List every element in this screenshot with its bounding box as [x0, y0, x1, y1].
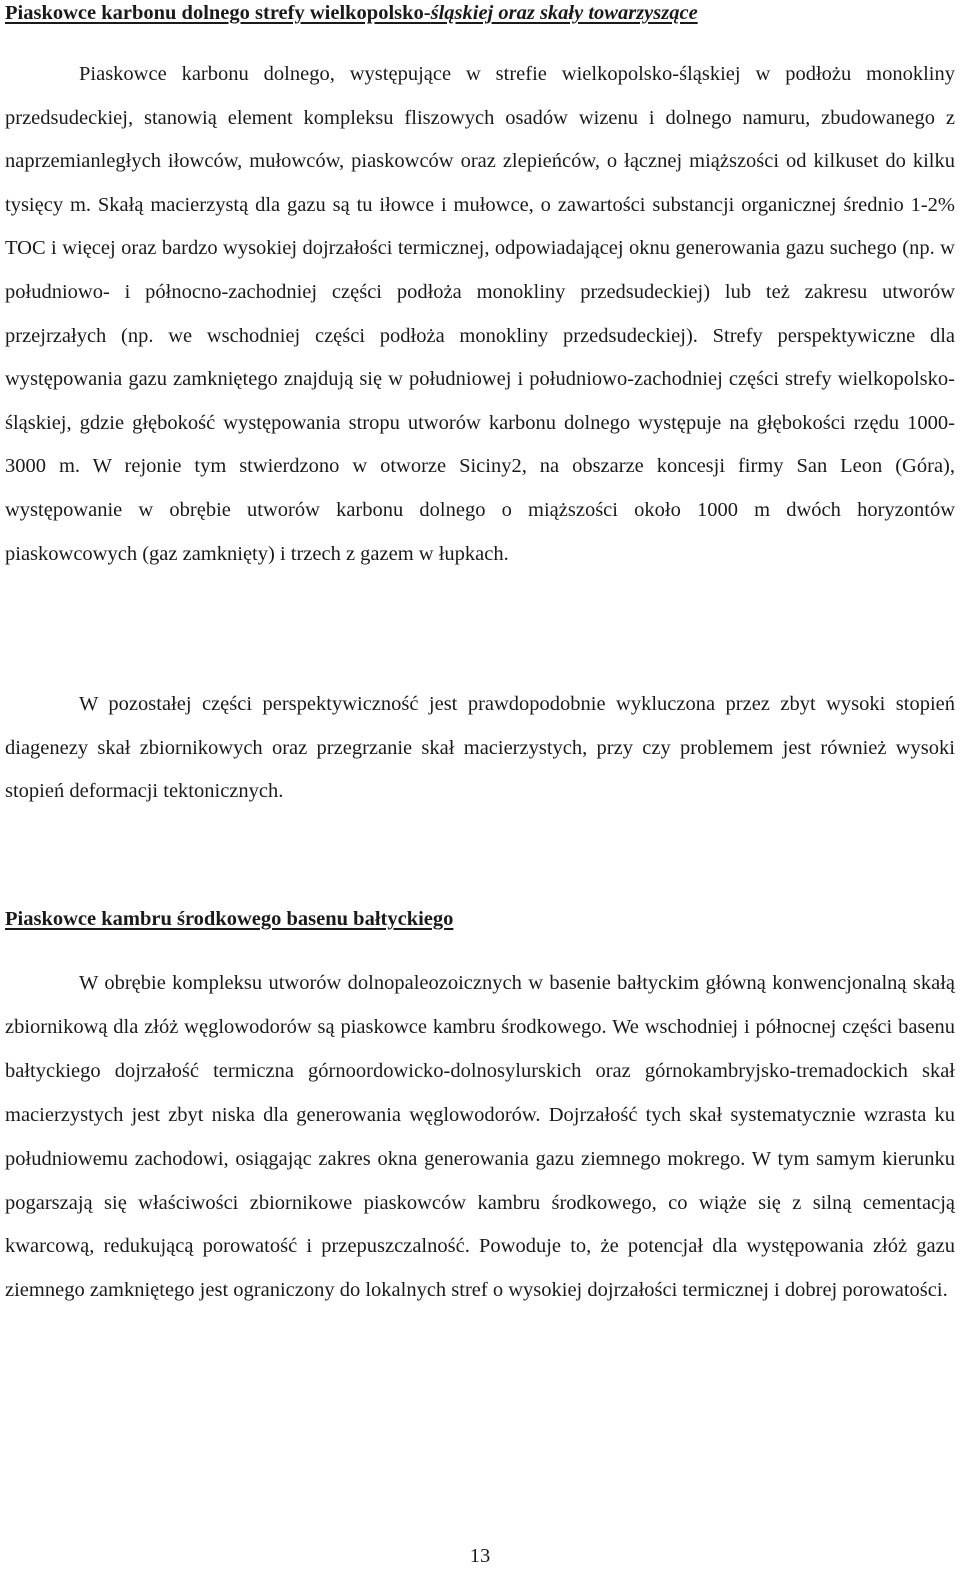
heading-main-text: Piaskowce karbonu dolnego strefy wielkopolsko-: [5, 2, 431, 24]
section-heading-lower-carboniferous: [5, 0, 698, 26]
heading-italic-text: śląskiej oraz skały towarzyszące: [430, 2, 698, 24]
section-heading-middle-cambrian: Piaskowce kambru środkowego basenu bałtyckiego: [5, 908, 454, 930]
paragraph-baltic-basin-description: W obrębie kompleksu utworów dolnopaleozoicznych w basenie bałtyckim główną konwencjonalną skałą zbiornikową dla złóż węglowodorów są piaskowce kambru środkowego. We wschodniej i północnej części basenu bałtyckiego dojrzałość termiczna górnoordowicko-dolnosylurskich oraz górnokambryjsko-tremadockich skał macierzystych jest zbyt niska dla generowania węglowodorów. Dojrzałość tych skał systematycznie wzrasta ku południowemu zachodowi, osiągając zakres okna generowania gazu ziemnego mokrego. W tym samym kierunku pogarszają się właściwości zbiornikowe piaskowców kambru środkowego, co wiąże się z silną cementacją kwarcową, redukującą porowatość i przepuszczalność. Powoduje to, że potencjał dla występowania złóż gazu ziemnego zamkniętego jest ograniczony do lokalnych stref o wysokiej dojrzałości termicznej i dobrej porowatości.: [5, 972, 955, 1302]
page-number: 13: [469, 1545, 491, 1567]
paragraph-perspectivity-excluded: W pozostałej części perspektywiczność jest prawdopodobnie wykluczona przez zbyt wysoki stopień diagenezy skał zbiornikowych oraz przegrzanie skał macierzystych, przy czy problemem jest również wysoki stopień deformacji tektonicznych.: [5, 693, 955, 802]
paragraph-lower-carboniferous-description: Piaskowce karbonu dolnego, występujące w strefie wielkopolsko-śląskiej w podłożu monokliny przedsudeckiej, stanowią element kompleksu fliszowych osadów wizenu i dolnego namuru, zbudowanego z naprzemianległych iłowców, mułowców, piaskowców oraz zlepieńców, o łącznej miąższości od kilkuset do kilku tysięcy m. Skałą macierzystą dla gazu są tu iłowce i mułowce, o zawartości substancji organicznej średnio 1-2% TOC i więcej oraz bardzo wysokiej dojrzałości termicznej, odpowiadającej oknu generowania gazu suchego (np. w południowo- i północno-zachodniej części podłoża monokliny przedsudeckiej) lub też zakresu utworów przejrzałych (np. we wschodniej części podłoża monokliny przedsudeckiej). Strefy perspektywiczne dla występowania gazu zamkniętego znajdują się w południowej i południowo-zachodniej części strefy wielkopolsko-śląskiej, gdzie głębokość występowania stropu utworów karbonu dolnego występuje na głębokości rzędu 1000-3000 m. W rejonie tym stwierdzono w otworze Siciny2, na obszarze koncesji firmy San Leon (Góra), występowanie w obrębie utworów karbonu dolnego o miąższości około 1000 m dwóch horyzontów piaskowcowych (gaz zamknięty) i trzech z gazem w łupkach.: [5, 63, 955, 565]
